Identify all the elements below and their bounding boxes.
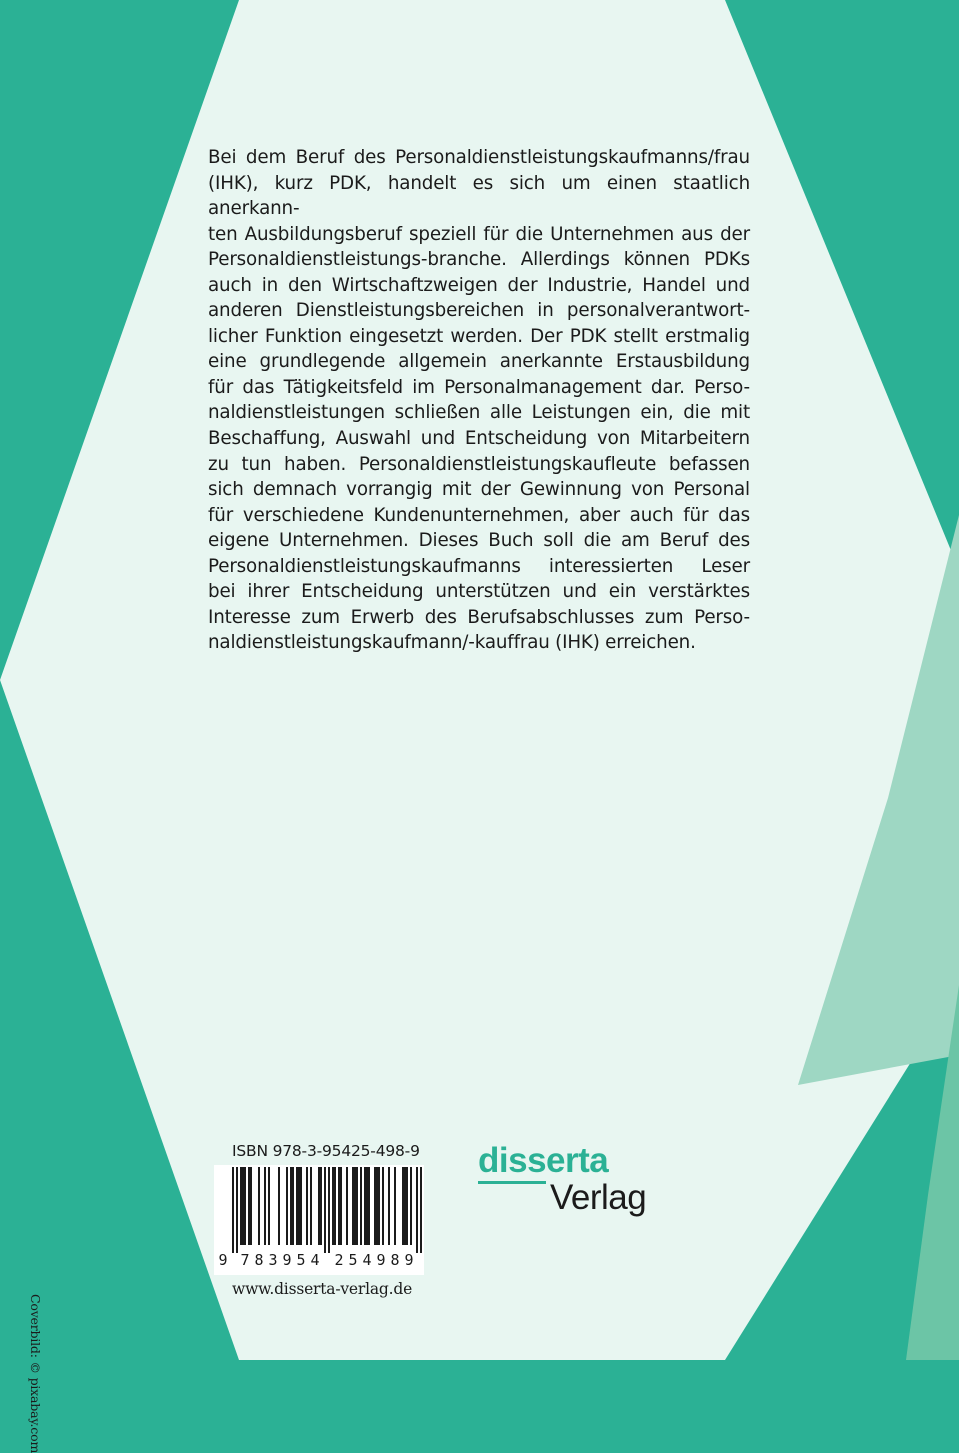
barcode-digit: 5 — [348, 1251, 358, 1269]
barcode-bar — [366, 1167, 368, 1245]
barcode-bar — [318, 1167, 320, 1245]
blurb-line: zu tun haben. Personaldienstleistungskaufleute befassen — [208, 453, 750, 475]
blurb-line: für verschiedene Kundenunternehmen, aber auch für das — [208, 504, 750, 526]
barcode-bar — [374, 1167, 376, 1245]
barcode-bar — [332, 1167, 334, 1245]
barcode-bar — [242, 1167, 244, 1245]
barcode-digit: 4 — [362, 1251, 372, 1269]
logo-rule — [478, 1181, 546, 1184]
barcode-bar — [328, 1167, 330, 1253]
barcode-bar — [300, 1167, 302, 1245]
barcode-bar — [410, 1167, 412, 1245]
blurb-line: naldienstleistungen schließen alle Leistungen ein, die mit — [208, 402, 750, 424]
barcode-bar — [258, 1167, 260, 1245]
barcode-digit: 9 — [218, 1251, 228, 1269]
barcode-bar — [244, 1167, 246, 1245]
back-cover-blurb — [208, 145, 750, 656]
barcode-bar — [352, 1167, 354, 1245]
barcode-bar — [340, 1167, 342, 1245]
cover-image-credit: Coverbild: © pixabay.com — [28, 1294, 43, 1453]
blurb-line: (IHK), kurz PDK, handelt es sich um einen staatlich anerkann- — [208, 172, 750, 220]
barcode-digit: 7 — [240, 1251, 250, 1269]
publisher-logo — [478, 1143, 678, 1233]
barcode-bar — [356, 1167, 358, 1245]
barcode-bar — [382, 1167, 384, 1245]
barcode-bar — [404, 1167, 406, 1245]
blurb-line: auch in den Wirtschaftzweigen der Industrie, Handel und — [208, 274, 750, 296]
isbn-barcode — [214, 1165, 424, 1275]
barcode-bar — [388, 1167, 390, 1245]
barcode-bar — [364, 1167, 366, 1245]
barcode-digit: 8 — [254, 1251, 264, 1269]
blurb-line: naldienstleistungskaufmann/-kauffrau (IHK) erreichen. — [208, 632, 696, 654]
barcode-bar — [278, 1167, 280, 1245]
blurb-line: eine grundlegende allgemein anerkannte Erstausbildung — [208, 351, 750, 373]
isbn-label: ISBN 978-3-95425-498-9 — [232, 1142, 420, 1160]
blurb-line: eigene Unternehmen. Dieses Buch soll die am Beruf des — [208, 530, 750, 552]
barcode-bar — [250, 1167, 252, 1245]
barcode-digit: 5 — [296, 1251, 306, 1269]
blurb-line: bei ihrer Entscheidung unterstützen und ein verstärktes — [208, 581, 750, 603]
barcode-digit: 3 — [268, 1251, 278, 1269]
barcode-bar — [240, 1167, 242, 1245]
blurb-line: Interesse zum Erwerb des Berufsabschlusses zum Perso- — [208, 606, 750, 628]
barcode-bar — [420, 1167, 422, 1253]
barcode-bar — [290, 1167, 292, 1245]
barcode-bar — [394, 1167, 396, 1245]
blurb-line: licher Funktion eingesetzt werden. Der PDK stellt erstmalig — [208, 325, 750, 347]
barcode-bar — [264, 1167, 266, 1245]
barcode-bar — [320, 1167, 322, 1245]
barcode-bar — [354, 1167, 356, 1245]
logo-word-verlag: Verlag — [550, 1178, 647, 1217]
blurb-line: für das Tätigkeitsfeld im Personalmanagement dar. Perso- — [208, 376, 750, 398]
blurb-line: Bei dem Beruf des Personaldienstleistungskaufmanns/frau — [208, 147, 750, 168]
barcode-bar — [296, 1167, 298, 1245]
barcode-bar — [268, 1167, 270, 1245]
barcode-bar — [334, 1167, 336, 1245]
blurb-line: Personaldienstleistungs-branche. Allerdings können PDKs — [208, 249, 750, 271]
barcode-bar — [298, 1167, 300, 1245]
blurb-line: ten Ausbildungsberuf speziell für die Unternehmen aus der — [208, 223, 750, 245]
barcode-digit: 9 — [404, 1251, 414, 1269]
barcode-bar — [232, 1167, 234, 1253]
barcode-digit: 2 — [334, 1251, 344, 1269]
barcode-bar — [368, 1167, 370, 1245]
barcode-bar — [402, 1167, 404, 1245]
barcode-bar — [338, 1167, 340, 1245]
blurb-line: Personaldienstleistungskaufmanns interessierten Leser — [208, 555, 750, 577]
barcode-bar — [346, 1167, 348, 1245]
barcode-digit: 9 — [282, 1251, 292, 1269]
barcode-bar — [406, 1167, 408, 1245]
publisher-url: www.disserta-verlag.de — [232, 1280, 413, 1298]
barcode-bar — [292, 1167, 294, 1245]
barcode-bar — [376, 1167, 378, 1245]
barcode-digit: 9 — [376, 1251, 386, 1269]
barcode-bar — [248, 1167, 250, 1245]
blurb-line: anderen Dienstleistungsbereichen in personalverantwort- — [208, 300, 750, 322]
barcode-bar — [324, 1167, 326, 1253]
barcode-bar — [378, 1167, 380, 1245]
barcode-bar — [286, 1167, 288, 1245]
barcode-bar — [360, 1167, 362, 1245]
barcode-bar — [306, 1167, 308, 1245]
barcode-bar — [236, 1167, 238, 1253]
barcode-bar — [310, 1167, 312, 1245]
barcode-digit: 8 — [390, 1251, 400, 1269]
blurb-line: Beschaffung, Auswahl und Entscheidung von Mitarbeitern — [208, 428, 750, 450]
blurb-line: sich demnach vorrangig mit der Gewinnung von Personal — [208, 479, 750, 501]
logo-word-disserta: disserta — [478, 1141, 609, 1180]
barcode-digit: 4 — [310, 1251, 320, 1269]
barcode-bar — [416, 1167, 418, 1253]
